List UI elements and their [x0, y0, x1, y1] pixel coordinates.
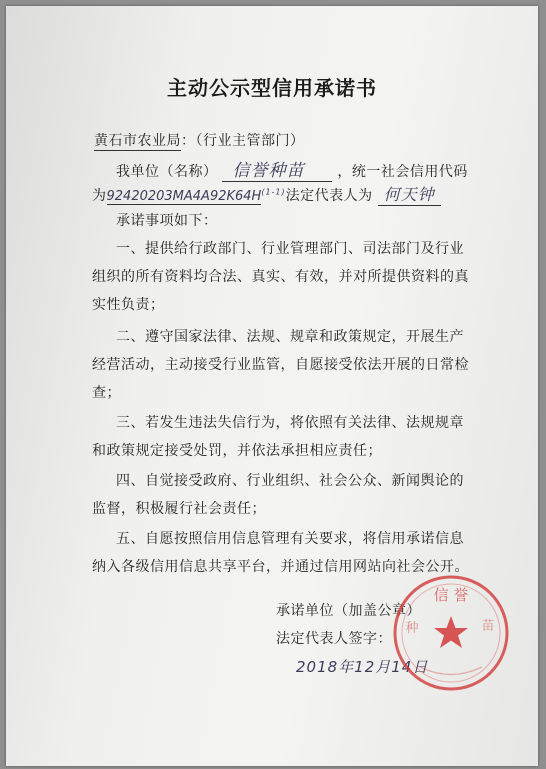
sign-rep-label: 法定代表人签字： — [276, 631, 392, 647]
credit-code-line: 为$92420203MA4A92K64H^{(1-1)}$法定代表人为 何天钟 — [92, 182, 441, 206]
para5-line2: 纳入各级信用信息共享平台，并通过信用网站向社会公开。 — [92, 559, 469, 575]
addressee-dept: 黄石市农业局 — [94, 130, 181, 151]
svg-text:信 誉: 信 誉 — [433, 586, 469, 604]
document-page — [6, 6, 538, 766]
legal-rep-handwritten: 何天钟 — [378, 182, 441, 206]
addressee-suffix: ：（行业主管部门） — [181, 133, 305, 149]
sign-unit-label: 承诺单位（加盖公章） — [276, 603, 421, 619]
para4-line2: 监督，积极履行社会责任； — [92, 501, 266, 517]
credit-code-handwritten: 92420203MA4A92K64H — [106, 189, 262, 204]
document-title: 主动公示型信用承诺书 — [167, 76, 377, 100]
sign-date-handwritten: 2018年12月14日 — [296, 658, 429, 676]
items-intro: 承诺事项如下： — [116, 213, 218, 229]
para5-line1: 五、自愿按照信用信息管理有关要求，将信用承诺信息 — [116, 531, 464, 547]
para4-line1: 四、自觉接受政府、行业组织、社会公众、新闻舆论的 — [116, 473, 464, 489]
svg-text:种: 种 — [405, 621, 419, 636]
para1-line3: 实性负责； — [92, 297, 165, 313]
svg-text:苗: 苗 — [481, 619, 495, 634]
para2-line2: 经营活动，主动接受行业监管，自愿接受依法开展的日常检 — [92, 357, 469, 373]
para3-line1: 三、若发生违法失信行为，将依照有关法律、法规规章 — [116, 415, 464, 431]
para2-line3: 查； — [92, 385, 121, 401]
para3-line2: 和政策规定接受处罚，并依法承担相应责任； — [92, 443, 382, 459]
para1-line2: 组织的所有资料均合法、真实、有效，并对所提供资料的真 — [92, 269, 469, 285]
official-seal — [390, 572, 512, 694]
credit-code-superscript: (1-1) — [261, 187, 286, 197]
addressee-line — [94, 130, 305, 151]
para1-line1: 一、提供给行政部门、行业管理部门、司法部门及行业 — [116, 241, 464, 257]
unit-name-handwritten: 信誉种苗 — [222, 156, 332, 182]
unit-name-line: 我单位（名称） 信誉种苗 ，统一社会信用代码 — [116, 156, 468, 182]
para2-line1: 二、遵守国家法律、法规、规章和政策规定，开展生产 — [116, 329, 464, 345]
